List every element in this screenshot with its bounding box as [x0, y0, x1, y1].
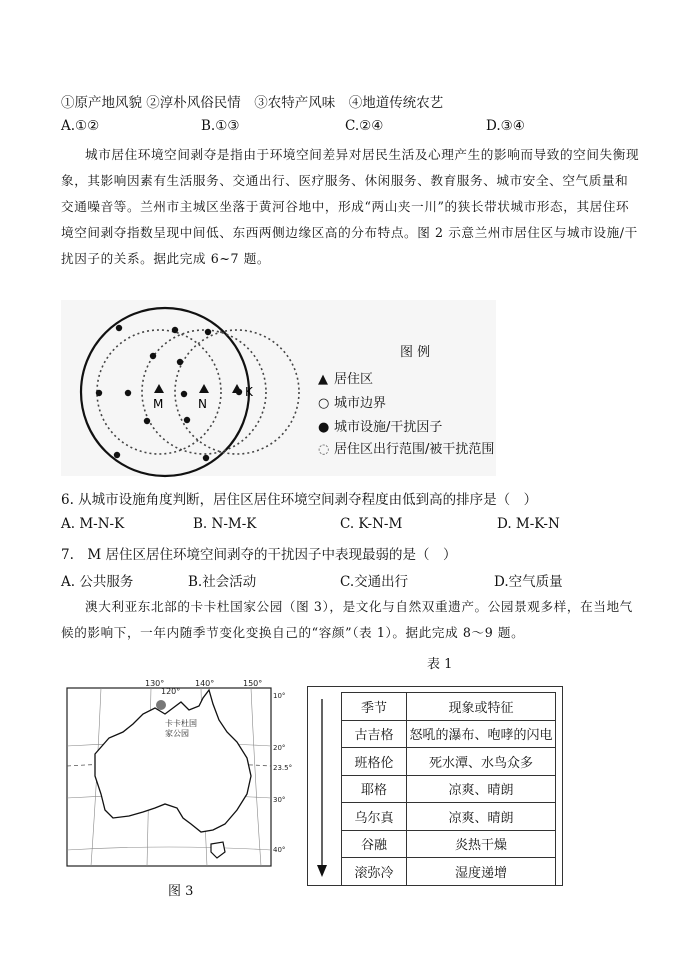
facility-dot	[150, 353, 156, 359]
lat-20: 20°	[273, 744, 286, 752]
facility-dot	[125, 390, 131, 396]
feature-cell: 怒吼的瀑布、咆哮的闪电	[407, 720, 556, 748]
facility-dot	[184, 417, 190, 423]
lat-10: 10°	[273, 692, 286, 700]
table-row	[342, 830, 556, 858]
feature-cell: 湿度递增	[407, 858, 556, 886]
q5-choice-d: D.③④	[486, 118, 525, 134]
facility-dot	[177, 359, 183, 365]
label-m: M	[153, 397, 164, 411]
legend-item-residential: ▲ 居住区	[318, 372, 374, 387]
legend-title: 图 例	[400, 345, 431, 360]
table-row	[342, 803, 556, 831]
australia-map-svg	[61, 679, 293, 870]
table-1-caption: 表 1	[427, 657, 453, 672]
season-cell: 古吉格	[342, 720, 407, 748]
passage-kakadu: 澳大利亚东北部的卡卡杜国家公园（图 3），是文化与自然双重遗产。公园景观多样，在当地气候的影响下，一年内随季节变化变换自己的“容颜”（表 1）。据此完成 8～9 题。	[61, 599, 633, 640]
season-arrow-icon	[308, 687, 338, 885]
lat-30: 30°	[273, 796, 286, 804]
season-cell: 耶格	[342, 775, 407, 803]
q7-choice-c: C.交通出行	[340, 574, 409, 590]
feature-cell: 凉爽、晴朗	[407, 803, 556, 831]
table-1	[341, 692, 556, 886]
q5-choice-a: A.①②	[61, 118, 100, 134]
filled-dot-icon: ●	[318, 420, 330, 435]
table-row	[342, 748, 556, 776]
feature-cell: 凉爽、晴朗	[407, 775, 556, 803]
facility-dot	[96, 390, 102, 396]
q6-choice-d: D. M-K-N	[497, 516, 560, 532]
residential-n-triangle	[199, 384, 209, 393]
season-cell: 班格伦	[342, 748, 407, 776]
q6-choice-a: A. M-N-K	[61, 516, 125, 532]
figure-3-map	[61, 679, 293, 870]
q5-options-line: ①原产地风貌 ②淳朴风俗民情 ③农特产风味 ④地道传统农艺	[61, 95, 444, 111]
feature-cell: 炎热干燥	[407, 830, 556, 858]
table-header-row	[342, 693, 556, 721]
season-cell: 谷融	[342, 830, 407, 858]
q6-stem: 6. 从城市设施角度判断，居住区居住环境空间剥夺程度由低到高的排序是（ ）	[61, 492, 538, 508]
legend-item-range: ◌ 居住区出行范围/被干扰范围	[318, 442, 495, 457]
header-feature: 现象或特征	[407, 693, 556, 721]
q6-choice-c: C. K-N-M	[340, 516, 403, 532]
facility-dot	[114, 452, 120, 458]
facility-dot	[181, 391, 187, 397]
q7-choice-d: D.空气质量	[494, 574, 563, 590]
season-cell: 乌尔真	[342, 803, 407, 831]
facility-dot	[205, 329, 211, 335]
lon-140: 140°	[195, 679, 215, 688]
lon-150: 150°	[243, 679, 263, 688]
facility-dot	[144, 418, 150, 424]
hollow-circle-icon: ○	[318, 396, 330, 411]
residential-m-triangle	[154, 384, 164, 393]
lat-23-5: 23.5°	[273, 764, 293, 772]
feature-cell: 死水潭、水鸟众多	[407, 748, 556, 776]
table-row	[342, 720, 556, 748]
facility-dot	[203, 455, 209, 461]
table-row	[342, 858, 556, 886]
q5-choice-b: B.①③	[201, 118, 240, 134]
passage-urban-deprivation: 城市居住环境空间剥夺是指由于环境空间差异对居民生活及心理产生的影响而导致的空间失衡现象，其影响因素有生活服务、交通出行、医疗服务、休闲服务、教育服务、城市安全、空气质量和交通噪音等。兰州市主城区坐落于黄河谷地中，形成“两山夹一川”的狭长带状城市形态，其居住环境空间剥夺指数呈现中间低、东西两侧边缘区高的分布特点。图 2 示意兰州市居住区与城市设施/干扰因子的关系。据此完成 6~7 题。	[61, 147, 640, 266]
q7-stem: 7. M 居住区居住环境空间剥夺的干扰因子中表现最弱的是（ ）	[61, 547, 457, 563]
label-k: K	[245, 385, 253, 399]
triangle-icon: ▲	[318, 372, 328, 387]
park-label-2: 家公园	[165, 729, 189, 738]
header-season: 季节	[342, 693, 407, 721]
table-row	[342, 775, 556, 803]
q7-choice-a: A. 公共服务	[61, 574, 134, 590]
legend-item-boundary: ○ 城市边界	[318, 396, 387, 411]
q7-choice-b: B.社会活动	[188, 574, 257, 590]
lon-120: 120°	[161, 687, 181, 696]
figure-3-caption: 图 3	[168, 884, 194, 899]
q6-choice-b: B. N-M-K	[193, 516, 257, 532]
season-cell: 滚弥冷	[342, 858, 407, 886]
lon-130: 130°	[145, 679, 165, 688]
facility-dot	[116, 325, 122, 331]
label-n: N	[198, 397, 207, 411]
park-label-1: 卡卡杜国	[165, 719, 197, 728]
facility-dot	[172, 327, 178, 333]
lat-40: 40°	[273, 846, 286, 854]
dotted-circle-icon: ◌	[318, 442, 330, 457]
legend-item-facility: ● 城市设施/干扰因子	[318, 420, 443, 435]
kakadu-park-marker	[156, 700, 166, 710]
q5-choice-c: C.②④	[345, 118, 384, 134]
residential-k-triangle	[232, 384, 242, 393]
